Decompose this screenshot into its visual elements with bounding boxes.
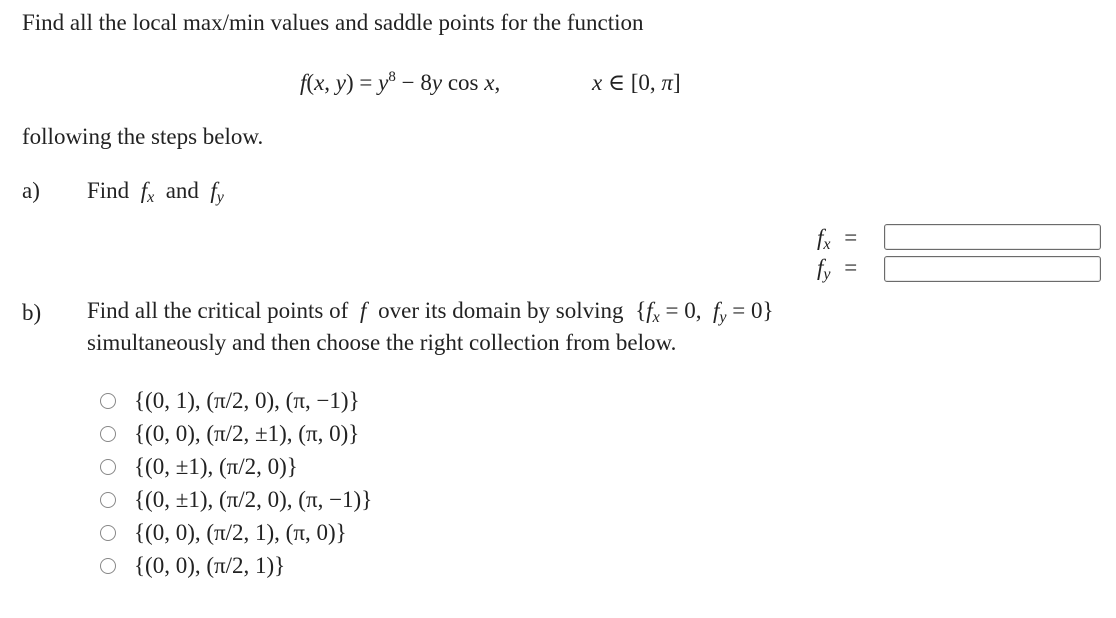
radio-button[interactable] <box>100 558 116 574</box>
choice-text: {(0, ±1), (π/2, 0)} <box>134 454 298 479</box>
choice-option-1[interactable] <box>100 386 360 416</box>
choice-text: {(0, 0), (π/2, 1), (π, 0)} <box>134 520 347 545</box>
radio-button[interactable] <box>100 492 116 508</box>
answer-fy-label: $f_y$ = <box>817 255 858 283</box>
part-b-prompt-line1: Find all the critical points of f over its domain by solving {$f_x = 0$, $f_y = 0$} <box>87 298 774 326</box>
choice-text: {(0, 0), (π/2, 1)} <box>134 553 286 578</box>
choice-option-5[interactable] <box>100 518 347 548</box>
choice-option-2[interactable] <box>100 419 359 449</box>
choice-option-4[interactable] <box>100 485 372 515</box>
find-word: Find <box>87 178 130 203</box>
radio-button[interactable] <box>100 459 116 475</box>
function-formula: f(x, $y) = y^8 - 8y$ cos x, <box>300 69 501 95</box>
intro-line1: Find all the local max/min values and saddle points for the function <box>22 10 644 35</box>
fx-answer-input[interactable] <box>884 224 1101 250</box>
part-a-label: a) <box>22 178 40 203</box>
fx-symbol: f <box>140 178 148 203</box>
and-word: and <box>165 178 199 203</box>
radio-button[interactable] <box>100 525 116 541</box>
choice-text: {(0, 0), (π/2, ±1), (π, 0)} <box>134 421 360 446</box>
choice-option-6[interactable] <box>100 551 285 581</box>
intro-line2: following the steps below. <box>22 124 264 149</box>
choice-text: {(0, ±1), (π/2, 0), (π, −1)} <box>134 487 373 512</box>
function-domain: x ∈ [0, π] <box>592 70 681 95</box>
answer-fx-label: $f_x$ = <box>817 225 858 253</box>
radio-button[interactable] <box>100 426 116 442</box>
part-a-prompt <box>87 178 224 204</box>
fy-answer-input[interactable] <box>884 256 1101 282</box>
fy-subscript: y <box>216 189 224 206</box>
choice-text: {(0, 1), (π/2, 0), (π, −1)} <box>134 388 360 413</box>
choice-option-3[interactable] <box>100 452 298 482</box>
part-b-prompt-line2: simultaneously and then choose the right collection from below. <box>87 330 677 355</box>
fy-symbol: f <box>210 178 217 203</box>
part-b-label: b) <box>22 300 42 325</box>
fx-subscript: x <box>147 189 155 206</box>
radio-button[interactable] <box>100 393 116 409</box>
critical-system: {$f_x = 0$, $f_y = 0$} <box>635 298 774 326</box>
